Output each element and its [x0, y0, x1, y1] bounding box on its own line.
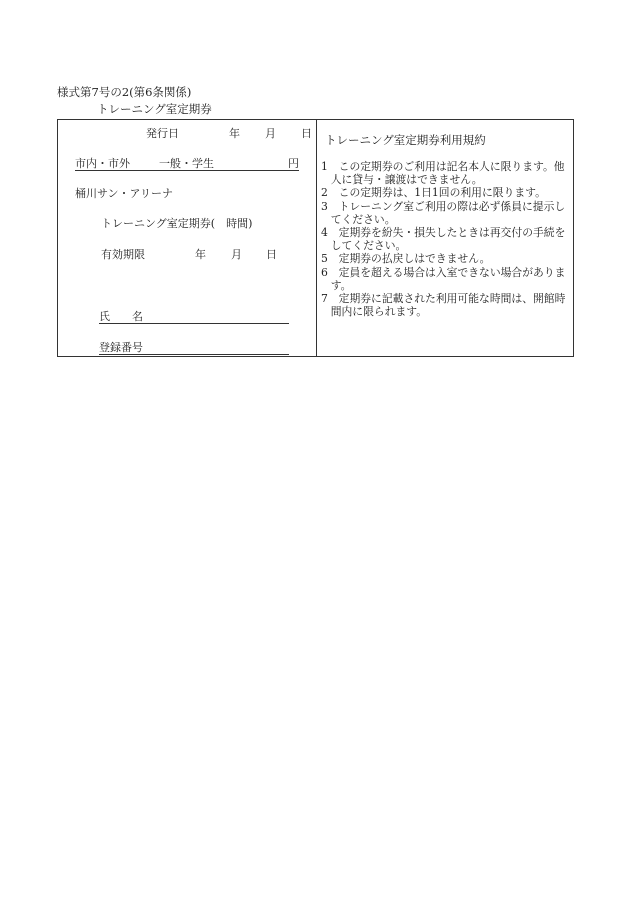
name-field	[99, 308, 289, 324]
area-label: 市内・市外	[75, 157, 130, 170]
form-number: 様式第7号の2(第6条関係)	[57, 85, 192, 99]
rule-item: 4 定期券を紛失・損失したときは再交付の手続をしてください。	[321, 226, 566, 253]
facility-name: 桶川サン・アリーナ	[75, 187, 174, 200]
name-label: 氏 名	[99, 310, 143, 323]
rule-item: 2 この定期券は、1日1回の利用に限ります。	[321, 186, 546, 200]
registration-label: 登録番号	[99, 341, 143, 354]
terms-panel	[317, 120, 573, 356]
rules-list	[321, 160, 571, 318]
yen-label: 円	[288, 157, 299, 170]
valid-period-label: 有効期限	[101, 248, 145, 261]
valid-month-label: 月	[231, 248, 242, 261]
issue-date-label: 発行日	[146, 127, 179, 140]
issue-day-label: 日	[301, 127, 312, 140]
rule-item: 7 定期券に記載された利用可能な時間は、開館時間内に限られます。	[321, 292, 566, 319]
ticket-title: トレーニング室定期券	[97, 102, 212, 116]
rule-item: 3 トレーニング室ご利用の際は必ず係員に提示してください。	[321, 199, 566, 226]
registration-field	[99, 339, 289, 355]
rule-item: 1 この定期券のご利用は記名本人に限ります。他人に貸与・譲渡はできません。	[321, 160, 565, 187]
pass-name: トレーニング室定期券( 時間)	[101, 217, 253, 230]
issue-month-label: 月	[265, 127, 276, 140]
ticket-card	[57, 119, 574, 357]
rule-item: 6 定員を超える場合は入室できない場合があります。	[321, 265, 566, 292]
fee-line	[75, 155, 299, 171]
rules-title: トレーニング室定期券利用規約	[325, 133, 486, 147]
fee-type-label: 一般・学生	[159, 157, 214, 170]
rule-item: 5 定期券の払戻しはできません。	[321, 252, 491, 266]
issue-year-label: 年	[229, 127, 240, 140]
ticket-face	[58, 120, 317, 356]
valid-day-label: 日	[266, 248, 277, 261]
valid-year-label: 年	[195, 248, 206, 261]
